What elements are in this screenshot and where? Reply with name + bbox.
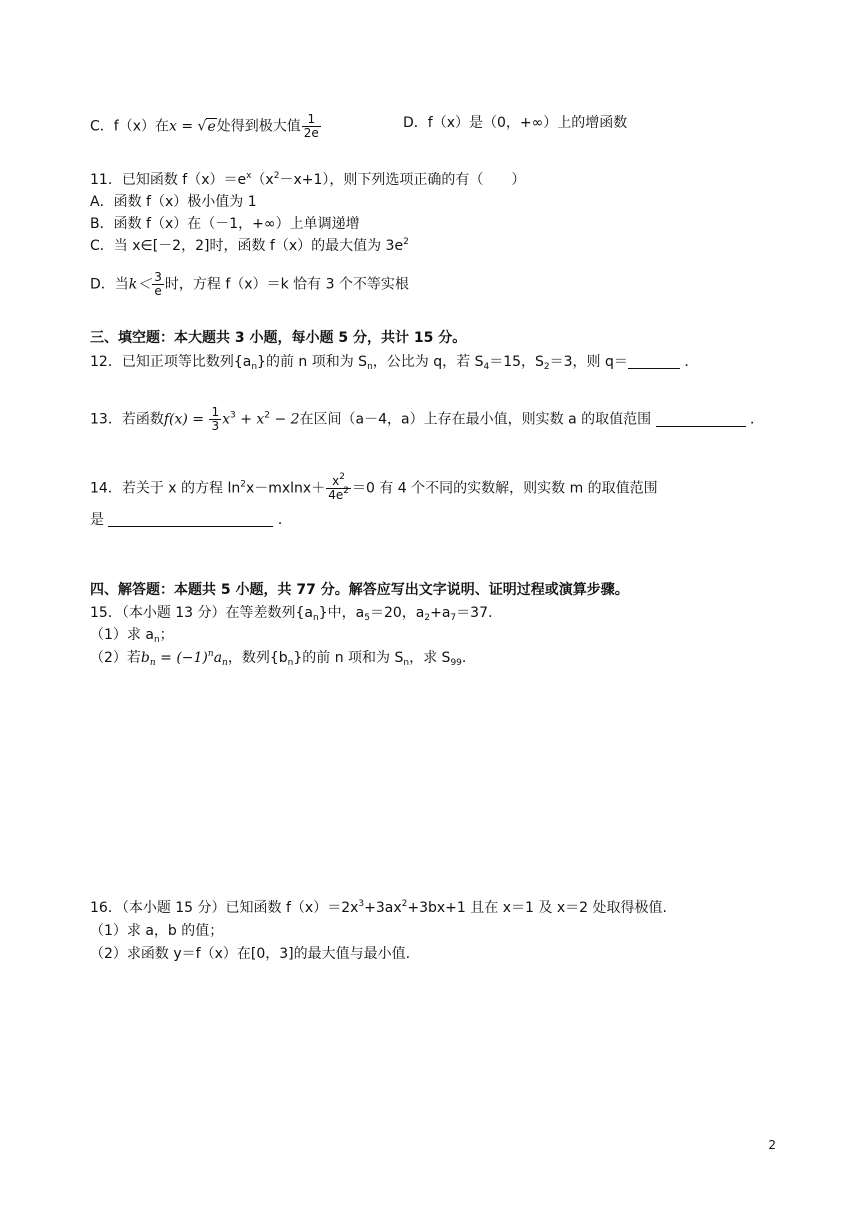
fraction: $\frac{1}{2e}$ [303, 112, 319, 140]
q11-stem: 11．已知函数 $f(x)=e^x(x^2-x+1)$，则下列选项正确的有（ ） [90, 171, 526, 188]
q13: 13．若函数f(x) = $\frac{1}{3}$ $x^3 + x^2 - 2$在区间（a－4，a）上存在最小值，则实数 a 的取值范围 ． [90, 405, 765, 433]
q14-line-1: 14．若关于 x 的方程 $\ln^2x-mxlnx+$ $\frac{x^2}{4e^2}$ ＝0 有 4 个不同的实数解，则实数 m 的取值范围 [90, 472, 658, 502]
fraction: $\frac{1}{3}$ [211, 405, 220, 433]
q10-option-d: D．f（x）是（0，+∞）上的增函数 [403, 115, 628, 131]
q14-line-2: 是 ． [90, 512, 292, 528]
page-number: 2 [768, 1138, 776, 1152]
q16-part-1: （1）求 a，b 的值； [90, 923, 224, 939]
q15-part-2: （2）若$b_n = (-1)^na_n$，数列$\{b_n\}$的前 n 项和为 $S_n$，求 $S_{99}$. [90, 649, 467, 668]
q12: 12．已知正项等比数列$\{a_n\}$的前 n 项和为 $S_n$，公比为 q，若 $S_4=15$，$S_2=3$，则 q＝ ． [90, 354, 699, 372]
q16-part-2: （2）求函数 y＝f（x）在[0，3]的最大值与最小值. [90, 946, 411, 962]
fraction: $\frac{3}{e}$ [154, 270, 162, 298]
q11-option-c: C．当 x∈[－2，2]时，函数 f（x）的最大值为 $3e^2$ [90, 237, 409, 254]
section-3-heading: 三、填空题：本大题共 3 小题，每小题 5 分，共计 15 分。 [90, 330, 467, 346]
q10-option-c: C．f（x）在x = √e处得到极大值 $\frac{1}{2e}$ [90, 112, 319, 140]
q11-option-a: A．函数 f（x）极小值为 1 [90, 194, 257, 210]
section-4-heading: 四、解答题：本题共 5 小题，共 77 分。解答应写出文字说明、证明过程或演算步骤。 [90, 582, 629, 598]
q11-option-b: B．函数 f（x）在（－1，+∞）上单调递增 [90, 216, 360, 232]
q16-stem: 16．（本小题 15 分）已知函数 $f(x)=2x^3+3ax^2+3bx+1$ 且在 x＝1 及 x＝2 处取得极值. [90, 899, 667, 916]
fraction: $\frac{x^2}{4e^2}$ [328, 472, 349, 502]
answer-blank[interactable] [656, 412, 746, 427]
answer-blank[interactable] [628, 354, 680, 369]
q15-stem: 15．（本小题 13 分）在等差数列$\{a_n\}$中，$a_5=20$，$a_2+a_7=37$. [90, 605, 493, 623]
q15-part-1: （1）求 $a_n$； [90, 627, 174, 645]
q11-option-d: D．当k＜ $\frac{3}{e}$ 时，方程 f（x）＝k 恰有 3 个不等实根 [90, 270, 409, 298]
answer-blank[interactable] [108, 512, 273, 527]
